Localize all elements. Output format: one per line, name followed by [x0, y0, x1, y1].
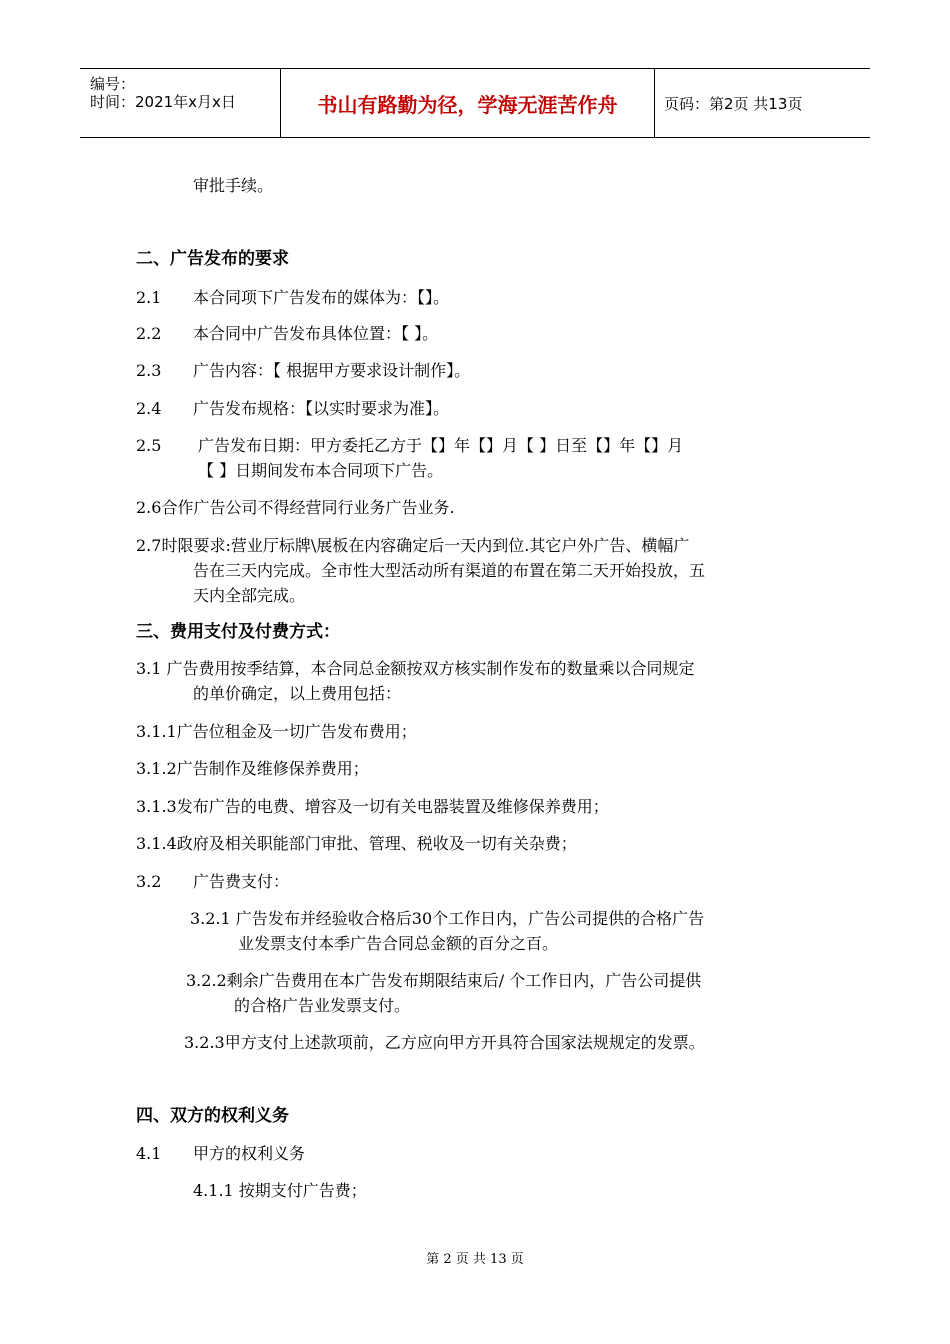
- clause-number: 2.3: [136, 361, 162, 380]
- clause-text: 3.1.3发布广告的电费、增容及一切有关电器装置及维修保养费用；: [136, 797, 609, 816]
- clause-text: 2.7时限要求:营业厅标牌\展板在内容确定后一天内到位.其它户外广告、横幅广: [136, 536, 690, 555]
- clause-number: 2.4: [136, 399, 162, 418]
- date-label: 时间：2021年x月x日: [90, 93, 236, 111]
- clause-text: 广告发布规格：【以实时要求为准】。: [193, 399, 450, 418]
- clause-text: 甲方的权利义务: [193, 1144, 306, 1163]
- header-page-label: 页码：第2页 共13页: [664, 95, 803, 113]
- clause-text: 2.6合作广告公司不得经营同行业务广告业务.: [136, 498, 455, 517]
- section-heading: 四、双方的权利义务: [136, 1106, 289, 1126]
- clause-text: 3.2.1 广告发布并经验收合格后30个工作日内，广告公司提供的合格广告: [190, 909, 705, 928]
- paragraph: 审批手续。: [193, 176, 274, 195]
- clause-number: 3.2: [136, 872, 162, 891]
- page-footer: 第 2 页 共 13 页: [426, 1252, 524, 1267]
- section-heading: 三、费用支付及付费方式：: [136, 622, 340, 642]
- clause-number: 2.5: [136, 436, 162, 455]
- clause-number: 4.1: [136, 1144, 162, 1163]
- page-header: [80, 68, 870, 138]
- clause-text: 3.1.1广告位租金及一切广告发布费用；: [136, 722, 417, 741]
- clause-text: 本合同中广告发布具体位置：【 】。: [193, 324, 439, 343]
- clause-text: 4.1.1 按期支付广告费；: [193, 1181, 367, 1200]
- clause-text: 的合格广告业发票支付。: [234, 996, 411, 1015]
- clause-text: 广告费支付：: [193, 872, 290, 891]
- clause-number: 2.2: [136, 324, 162, 343]
- clause-text: 广告发布日期：甲方委托乙方于【】年【】月【 】日至【】年【】月: [198, 436, 684, 455]
- clause-text: 业发票支付本季广告合同总金额的百分之百。: [238, 934, 559, 953]
- section-heading: 二、广告发布的要求: [136, 249, 289, 269]
- clause-text: 天内全部完成。: [193, 586, 306, 605]
- header-info-cell: [80, 69, 280, 137]
- clause-text: 【 】日期间发布本合同项下广告。: [198, 461, 444, 480]
- clause-text: 3.1 广告费用按季结算，本合同总金额按双方核实制作发布的数量乘以合同规定: [136, 659, 695, 678]
- clause-text: 广告内容：【 根据甲方要求设计制作】。: [193, 361, 471, 380]
- clause-number: 2.1: [136, 288, 162, 307]
- clause-text: 3.2.2剩余广告费用在本广告发布期限结束后/ 个工作日内，广告公司提供: [186, 971, 702, 990]
- header-motto: 书山有路勤为径，学海无涯苦作舟: [317, 92, 618, 117]
- clause-text: 本合同项下广告发布的媒体为：【】。: [193, 288, 450, 307]
- code-label: 编号：: [90, 75, 136, 93]
- clause-text: 3.2.3甲方支付上述款项前，乙方应向甲方开具符合国家法规规定的发票。: [184, 1033, 705, 1052]
- clause-text: 3.1.4政府及相关职能部门审批、管理、税收及一切有关杂费；: [136, 834, 577, 853]
- clause-text: 告在三天内完成。全市性大型活动所有渠道的布置在第二天开始投放，五: [193, 561, 706, 580]
- clause-text: 的单价确定，以上费用包括：: [193, 684, 402, 703]
- clause-text: 3.1.2广告制作及维修保养费用；: [136, 759, 369, 778]
- header-divider: [654, 69, 655, 137]
